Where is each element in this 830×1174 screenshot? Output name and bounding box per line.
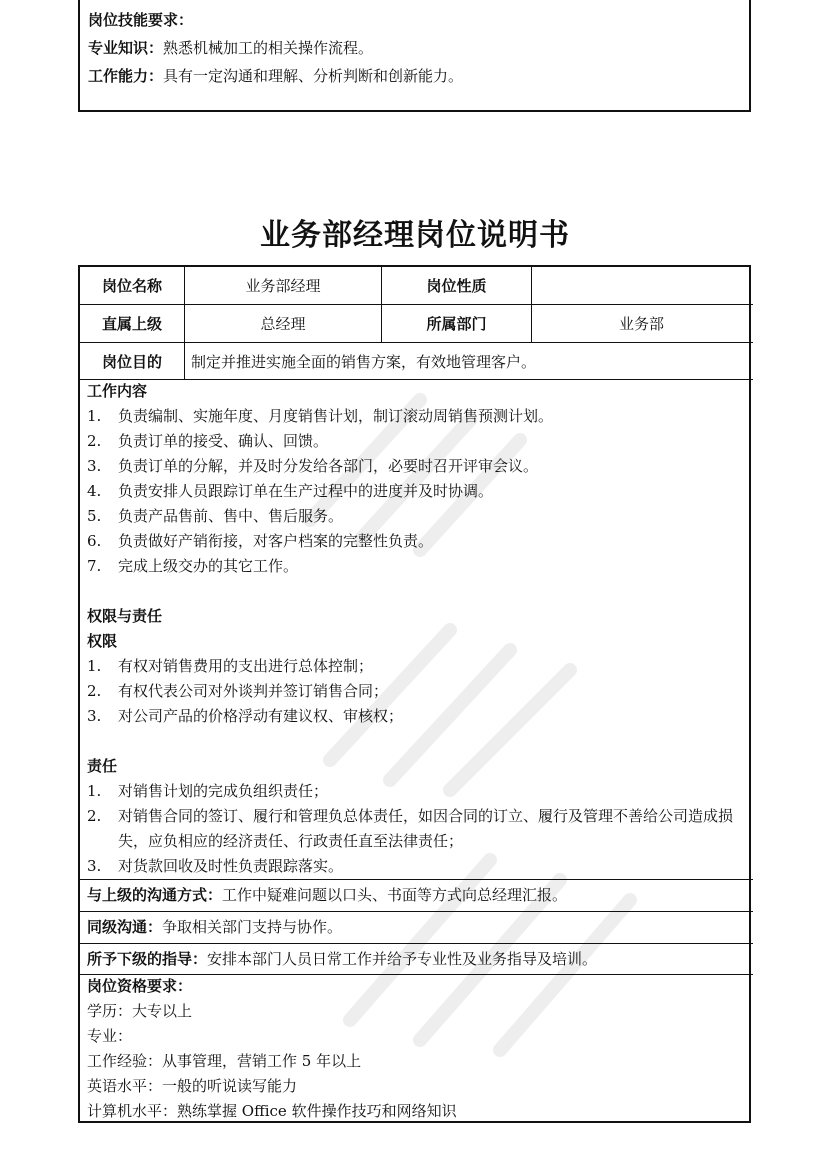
experience-line: 工作经验：从事管理，营销工作 5 年以上 (87, 1052, 362, 1070)
position-name-value: 业务部经理 (245, 277, 321, 295)
work-content-list (87, 404, 753, 579)
ability-value: 具有一定沟通和理解、分析判断和创新能力。 (163, 67, 464, 85)
computer-line: 计算机水平：熟练掌握 Office 软件操作技巧和网络知识 (87, 1102, 457, 1120)
rights-list (87, 654, 753, 729)
upper-communication-value: 工作中疑难问题以口头、书面等方式向总经理汇报。 (222, 886, 568, 904)
major-line: 专业： (87, 1027, 133, 1045)
subordinate-guidance-value: 安排本部门人员日常工作并给予专业性及业务指导及培训。 (207, 949, 598, 968)
list-item: 2. 对销售合同的签订、履行和管理负总体责任，如因合同的订立、履行及管理不善给公司造成损失，应负相应的经济责任、行政责任直至法律责任； (87, 807, 734, 850)
position-nature-value (532, 267, 751, 304)
spacer (87, 729, 753, 754)
document-title: 业务部经理岗位说明书 (260, 218, 570, 253)
peer-communication-label: 同级沟通： (87, 918, 163, 936)
knowledge-label: 专业知识： (88, 39, 164, 57)
row-position (80, 267, 753, 304)
superior-value: 总经理 (260, 315, 306, 333)
row-purpose (80, 343, 753, 379)
work-and-authority-section (80, 379, 753, 879)
english-line: 英语水平：一般的听说读写能力 (87, 1077, 298, 1095)
upper-communication-label: 与上级的沟通方式： (87, 886, 223, 904)
qualifications-heading: 岗位资格要求： (87, 977, 193, 995)
position-name-label: 岗位名称 (101, 277, 162, 295)
superior-label: 直属上级 (101, 315, 162, 333)
spacer (87, 579, 753, 604)
row-superior (80, 305, 753, 342)
list-item: 2. 负责订单的接受、确认、回馈。 (87, 432, 329, 450)
duties-list (87, 779, 753, 879)
ability-line (88, 62, 741, 90)
peer-communication-row (80, 912, 753, 943)
subordinate-guidance-row (80, 944, 753, 974)
department-label: 所属部门 (426, 315, 487, 333)
ability-label: 工作能力： (88, 67, 164, 85)
education-line: 学历：大专以上 (87, 1002, 193, 1020)
list-item: 3. 对货款回收及时性负责跟踪落实。 (87, 857, 344, 875)
list-item: 1. 负责编制、实施年度、月度销售计划，制订滚动周销售预测计划。 (87, 407, 554, 425)
department-value: 业务部 (618, 315, 664, 333)
peer-communication-value: 争取相关部门支持与协作。 (162, 918, 343, 936)
skills-heading: 岗位技能要求： (88, 11, 194, 29)
work-content-heading: 工作内容 (87, 382, 148, 400)
position-nature-label: 岗位性质 (426, 277, 487, 295)
list-item: 3. 负责订单的分解，并及时分发给各部门，必要时召开评审会议。 (87, 457, 539, 475)
knowledge-value: 熟悉机械加工的相关操作流程。 (163, 39, 374, 57)
list-item: 1. 对销售计划的完成负组织责任； (87, 782, 329, 800)
list-item: 4. 负责安排人员跟踪订单在生产过程中的进度并及时协调。 (87, 482, 494, 500)
list-item: 2. 有权代表公司对外谈判并签订销售合同； (87, 682, 389, 700)
upper-communication-row (80, 880, 753, 911)
knowledge-line (88, 34, 741, 62)
job-description-table (78, 265, 751, 1123)
qualifications-section (80, 974, 753, 1123)
authority-heading: 权限与责任 (87, 607, 163, 625)
list-item: 3. 对公司产品的价格浮动有建议权、审核权； (87, 707, 404, 725)
purpose-label: 岗位目的 (101, 352, 162, 371)
list-item: 6. 负责做好产销衔接，对客户档案的完整性负责。 (87, 532, 434, 550)
list-item: 7. 完成上级交办的其它工作。 (87, 557, 299, 575)
duties-heading: 责任 (87, 757, 118, 775)
list-item: 5. 负责产品售前、售中、售后服务。 (87, 507, 344, 525)
skills-box (78, 0, 751, 112)
subordinate-guidance-label: 所予下级的指导： (87, 949, 208, 968)
purpose-value: 制定并推进实施全面的销售方案，有效地管理客户。 (191, 352, 537, 371)
rights-heading: 权限 (87, 632, 118, 650)
list-item: 1. 有权对销售费用的支出进行总体控制； (87, 657, 374, 675)
